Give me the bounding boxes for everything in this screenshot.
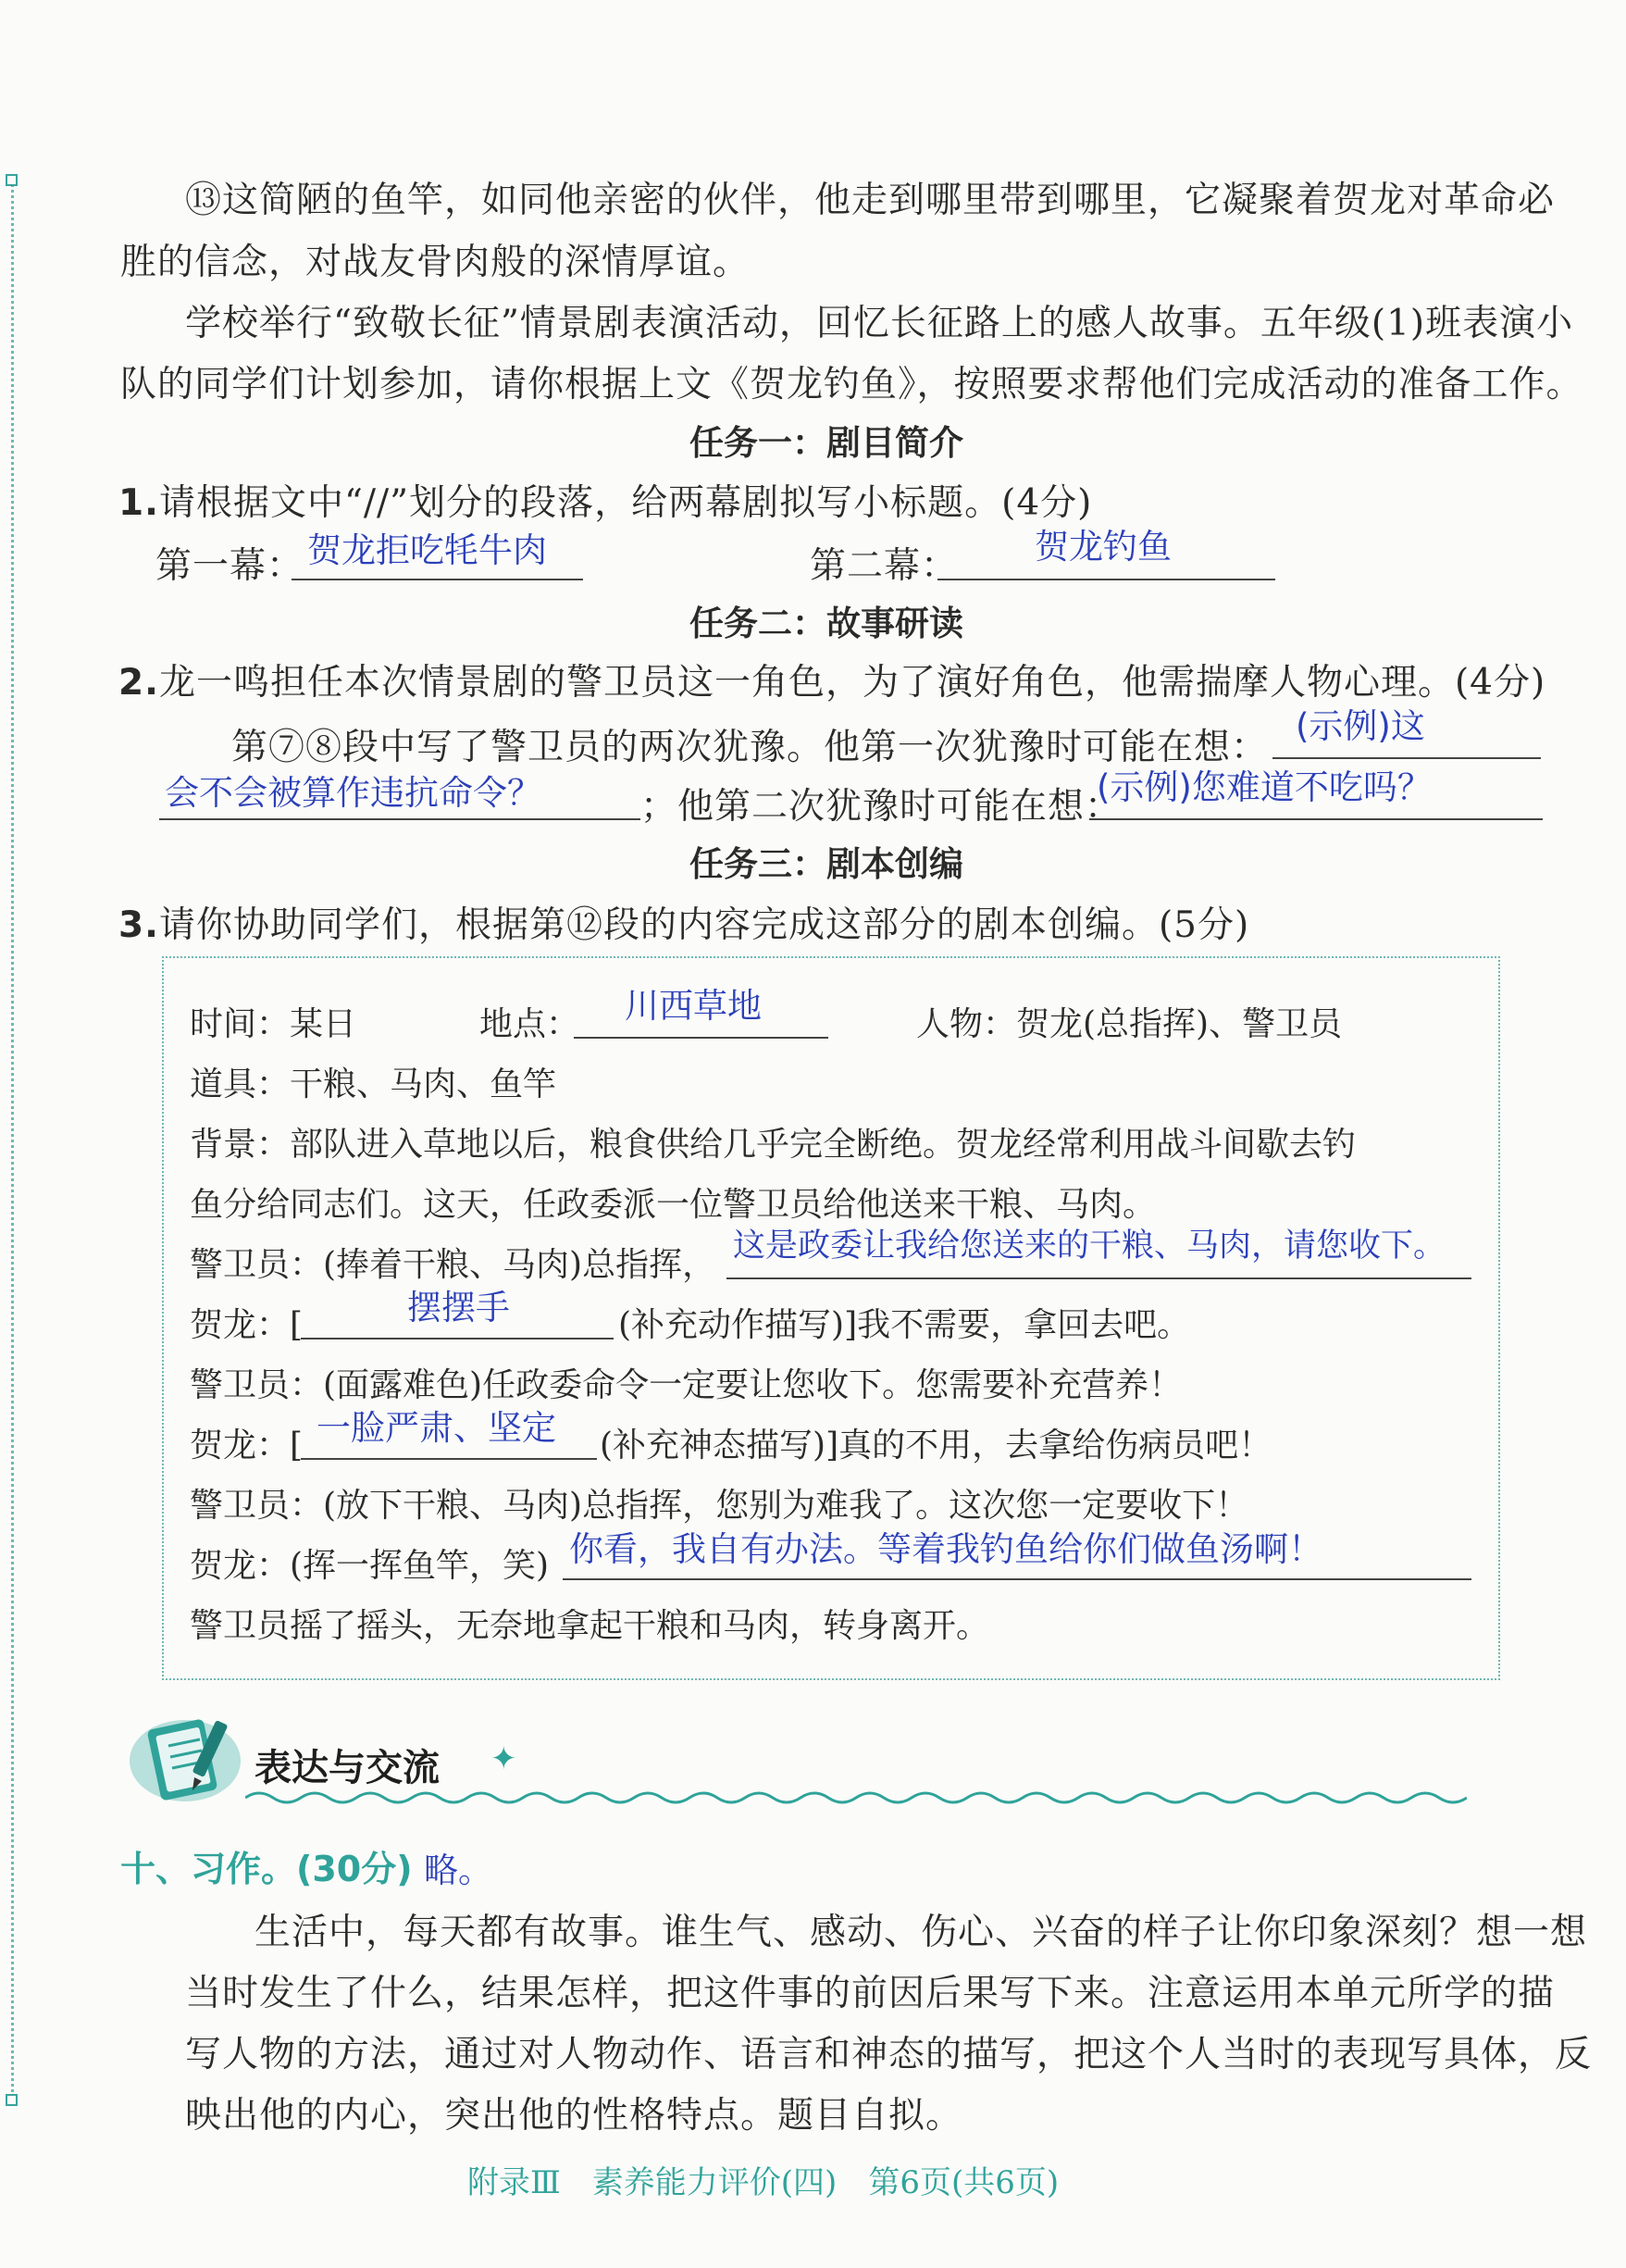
composition-note: 略。	[424, 1851, 492, 1890]
script-helong-line: (补充神态描写)]真的不用，去拿给伤病员吧！	[600, 1427, 1272, 1464]
composition-text: 映出他的内心，突出他的性格特点。题目自拟。	[185, 2095, 963, 2137]
script-helong-line: 贺龙：(挥一挥鱼竿，笑)	[190, 1547, 550, 1585]
helong2-answer: 一脸严肃、坚定	[317, 1408, 556, 1448]
intro-line: 队的同学们计划参加，请你根据上文《贺龙钓鱼》，按照要求帮他们完成活动的准备工作。	[120, 364, 1583, 405]
question-3: 3.请你协助同学们，根据第⑫段的内容完成这部分的剧本创编。(5分)	[118, 904, 1250, 946]
act1-label: 第一幕：	[155, 545, 304, 587]
guard1-blank[interactable]	[726, 1277, 1471, 1279]
answer1-part1: (示例)这	[1296, 706, 1425, 746]
script-helong-line: (补充动作描写)]我不需要，拿回去吧。	[618, 1306, 1191, 1344]
script-ending: 警卫员摇了摇头，无奈地拿起干粮和马肉，转身离开。	[190, 1607, 990, 1645]
margin-marker-bottom	[6, 2094, 18, 2106]
composition-title: 十、习作。(30分)	[120, 1849, 413, 1889]
margin-dotted-rule	[11, 183, 14, 2100]
place-answer: 川西草地	[625, 986, 762, 1026]
answer1-part2: 会不会被算作违抗命令？	[165, 773, 541, 813]
script-time: 时间：某日	[190, 1005, 357, 1043]
task2-heading: 任务二：故事研读	[689, 604, 963, 643]
notebook-pencil-icon	[128, 1703, 248, 1809]
task1-heading: 任务一：剧目简介	[689, 423, 963, 463]
helong1-answer: 摆摆手	[407, 1288, 510, 1327]
question-1: 1.请根据文中“//”划分的段落，给两幕剧拟写小标题。(4分)	[118, 482, 1093, 524]
passage-line: ⑬这简陋的鱼竿，如同他亲密的伙伴，他走到哪里带到哪里，它凝聚着贺龙对革命必	[185, 180, 1556, 221]
sparkle-icon: ✦	[490, 1740, 517, 1777]
script-characters: 人物：贺龙(总指挥)、警卫员	[916, 1005, 1343, 1043]
script-guard-line: 警卫员：(面露难色)任政委命令一定要让您收下。您需要补充营养！	[190, 1366, 1183, 1404]
script-props: 道具：干粮、马肉、鱼竿	[190, 1065, 557, 1103]
script-background: 背景：部队进入草地以后，粮食供给几乎完全断绝。贺龙经常利用战斗间歇去钓	[190, 1126, 1357, 1164]
guard1-answer: 这是政委让我给您送来的干粮、马肉，请您收下。	[733, 1227, 1446, 1265]
helong1-blank[interactable]	[301, 1338, 614, 1340]
question-2-line: 第⑦⑧段中写了警卫员的两次犹豫。他第一次犹豫时可能在想：	[231, 727, 1269, 768]
question-2: 2.龙一鸣担任本次情景剧的警卫员这一角色，为了演好角色，他需揣摩人物心理。(4分)	[118, 662, 1546, 704]
task3-heading: 任务三：剧本创编	[689, 844, 963, 884]
answer2: (示例)您难道不吃吗？	[1097, 767, 1432, 807]
page-footer: 附录Ⅲ 素养能力评价(四) 第6页(共6页)	[467, 2164, 1060, 2201]
helong2-blank[interactable]	[301, 1458, 597, 1460]
section-banner: 表达与交流	[254, 1747, 440, 1789]
act1-blank[interactable]	[292, 579, 583, 580]
question-2-mid: ；他第二次犹豫时可能在想：	[640, 786, 1123, 828]
place-blank[interactable]	[574, 1037, 828, 1039]
script-helong-line: 贺龙：[	[190, 1427, 304, 1464]
composition-text: 生活中，每天都有故事。谁生气、感动、伤心、兴奋的样子让你印象深刻？想一想	[254, 1912, 1588, 1953]
script-helong-line: 贺龙：[	[190, 1306, 304, 1344]
act2-blank[interactable]	[937, 579, 1275, 580]
script-place-label: 地点：	[479, 1005, 580, 1043]
script-background: 鱼分给同志们。这天，任政委派一位警卫员给他送来干粮、马肉。	[190, 1186, 1157, 1224]
answer1-blank-b[interactable]	[159, 818, 640, 820]
intro-line: 学校举行“致敬长征”情景剧表演活动，回忆长征路上的感人故事。五年级(1)班表演小	[185, 303, 1574, 344]
passage-line: 胜的信念，对战友骨肉般的深情厚谊。	[120, 242, 751, 283]
script-guard-line: 警卫员：(捧着干粮、马肉)总指挥，	[190, 1246, 716, 1284]
helong3-blank[interactable]	[563, 1578, 1471, 1580]
margin-marker-top	[6, 174, 18, 186]
helong3-answer: 你看，我自有办法。等着我钓鱼给你们做鱼汤啊！	[569, 1529, 1322, 1569]
composition-text: 当时发生了什么，结果怎样，把这件事的前因后果写下来。注意运用本单元所学的描	[185, 1973, 1556, 2014]
composition-text: 写人物的方法，通过对人物动作、语言和神态的描写，把这个人当时的表现写具体，反	[185, 2034, 1593, 2075]
act2-label: 第二幕：	[810, 545, 959, 587]
act1-answer: 贺龙拒吃牦牛肉	[307, 530, 547, 570]
act2-answer: 贺龙钓鱼	[1035, 527, 1172, 567]
answer2-blank[interactable]	[1089, 818, 1543, 820]
script-guard-line: 警卫员：(放下干粮、马肉)总指挥，您别为难我了。这次您一定要收下！	[190, 1487, 1249, 1525]
section-wave-divider	[245, 1788, 1467, 1807]
